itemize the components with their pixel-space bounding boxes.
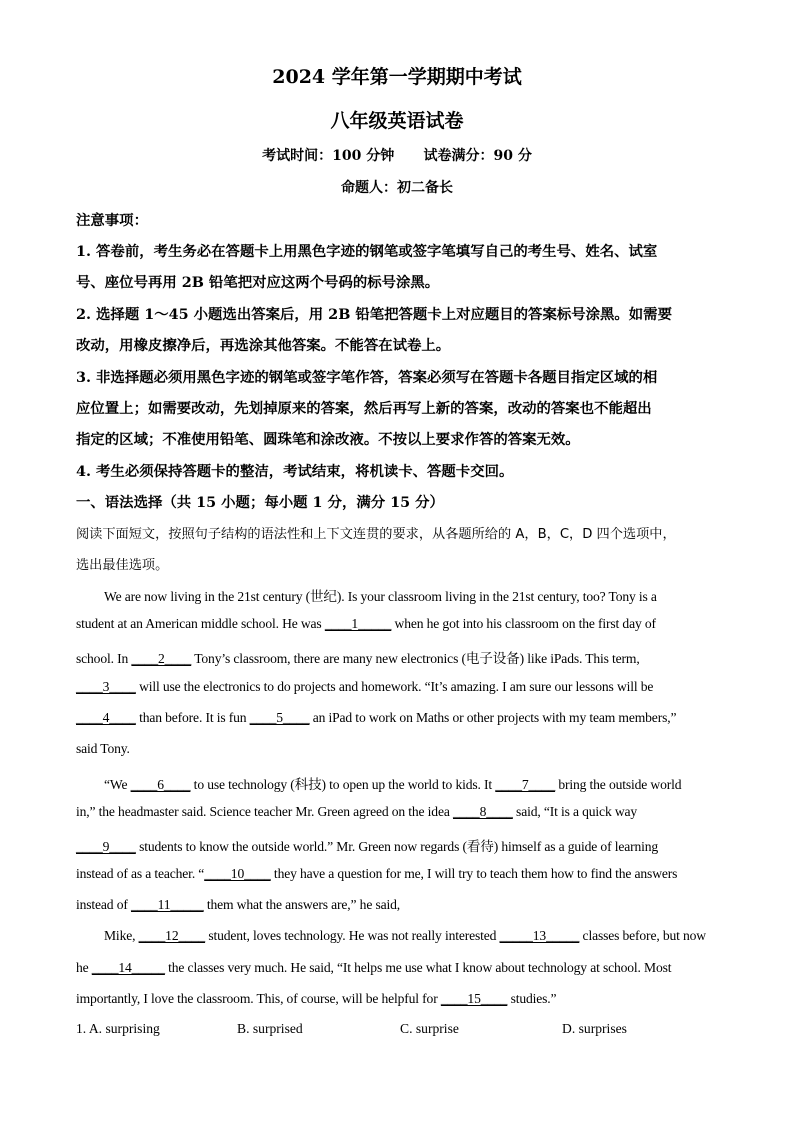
answer-blank-5: ____5____ [249,710,310,725]
passage-line [104,773,754,793]
answer-blank-9: ____9____ [76,839,136,854]
notice-line: 应位置上；如需要改动，先划掉原来的答案，然后再写上新的答案，改动的答案也不能超出 [76,400,652,417]
passage-line [76,616,726,632]
passage-text: Tony’s classroom, there are many new electronics (电子设备) like iPads. This term, [191,651,640,666]
passage-text: student at an American middle school. He was [76,616,325,631]
answer-blank-13: _____13_____ [499,928,580,943]
passage-text: will use the electronics to do projects and homework. “It’s amazing. I am sure our lessons will be [135,679,654,694]
passage-text: said, “It is a quick way [512,804,638,819]
passage-text: We are now living in the 21st century (世纪). Is your classroom living in the 21st century, too? Tony is a [104,589,657,604]
passage-line [76,804,726,820]
passage-text: they have a question for me, I will try to teach them how to find the answers [270,866,678,881]
passage-text: bring the outside world [555,777,682,792]
notice-line: 4. 考生必须保持答题卡的整洁，考试结束，将机读卡、答题卡交回。 [76,463,514,480]
exam-subtitle: 八年级英语试卷 [330,110,464,132]
answer-blank-10: ____10____ [204,866,271,881]
passage-text: importantly, I love the classroom. This, of course, will be helpful for [76,991,441,1006]
exam-title: 2024 学年第一学期期中考试 [272,66,522,88]
passage-text: than before. It is fun [135,710,250,725]
exam-setter: 命题人：初二备长 [341,180,453,196]
passage-text: “We [104,777,131,792]
passage-line [76,991,726,1007]
passage-text: classes before, but now [579,928,706,943]
passage-text: them what the answers are,” he said, [203,897,401,912]
answer-blank-14: ____14_____ [91,960,165,975]
option-d: D. surprises [562,1021,627,1036]
passage-line [76,897,726,913]
passage-text: Mike, [104,928,139,943]
passage-text: studies.” [507,991,557,1006]
passage-line [76,647,726,667]
answer-blank-1: ____1_____ [324,616,392,631]
notice-line: 号、座位号再用 2B 铅笔把对应这两个号码的标号涂黑。 [76,274,440,291]
passage-text: in,” the headmaster said. Science teacher Mr. Green agreed on the idea [76,804,453,819]
answer-blank-15: ____15____ [440,991,508,1006]
passage-text: said Tony. [76,741,130,756]
passage-text: when he got into his classroom on the first day of [391,616,656,631]
section-instruction: 阅读下面短文，按照句子结构的语法性和上下文连贯的要求，从各题所给的 A，B，C，D 四个选项中， [76,527,676,542]
answer-blank-7: ____7____ [495,777,556,792]
passage-text: the classes very much. He said, “It helps me use what I know about technology at school. Most [164,960,672,975]
passage-line [104,585,754,605]
answer-blank-6: ____6____ [130,777,191,792]
passage-line [76,679,726,695]
passage-line [76,710,726,726]
passage-text: student, loves technology. He was not really interested [205,928,500,943]
notice-line: 改动，用橡皮擦净后，再选涂其他答案。不能答在试卷上。 [76,337,451,354]
passage-line [76,741,726,757]
answer-blank-4: ____4____ [76,710,136,725]
answer-blank-3: ____3____ [76,679,136,694]
passage-line [76,866,726,882]
passage-line [76,835,726,855]
answer-blank-8: ____8____ [452,804,513,819]
passage-text: students to know the outside world.” Mr. Green now regards (看待) himself as a guide of learning [135,839,659,854]
passage-text: an iPad to work on Maths or other projects with my team members,” [309,710,677,725]
passage-text: he [76,960,92,975]
notice-line: 指定的区域；不准使用铅笔、圆珠笔和涂改液。不按以上要求作答的答案无效。 [76,431,580,448]
passage-text: school. In [76,651,132,666]
answer-blank-2: ____2____ [131,651,192,666]
notice-line: 1. 答卷前，考生务必在答题卡上用黑色字迹的钢笔或签字笔填写自己的考生号、姓名、试室 [76,243,658,260]
answer-blank-12: ____12____ [138,928,206,943]
passage-line [104,928,754,944]
section-instruction: 选出最佳选项。 [76,558,169,573]
option-b: B. surprised [237,1021,303,1036]
passage-line [76,960,726,976]
answer-blank-11: ____11_____ [130,897,204,912]
passage-text: instead of as a teacher. “ [76,866,205,881]
notice-heading: 注意事项： [76,212,148,229]
exam-info: 考试时间：100 分钟 试卷满分：90 分 [262,148,532,164]
notice-line: 3. 非选择题必须用黑色字迹的钢笔或签字笔作答，答案必须写在答题卡各题目指定区域的相 [76,369,658,386]
passage-text: instead of [76,897,131,912]
passage-text: to use technology (科技) to open up the world to kids. It [190,777,496,792]
notice-line: 2. 选择题 1～45 小题选出答案后，用 2B 铅笔把答题卡上对应题目的答案标号涂黑。如需要 [76,306,672,323]
option-c: C. surprise [400,1021,459,1036]
option-a: 1. A. surprising [76,1021,160,1036]
section-heading: 一、语法选择（共 15 小题；每小题 1 分，满分 15 分） [76,494,444,511]
